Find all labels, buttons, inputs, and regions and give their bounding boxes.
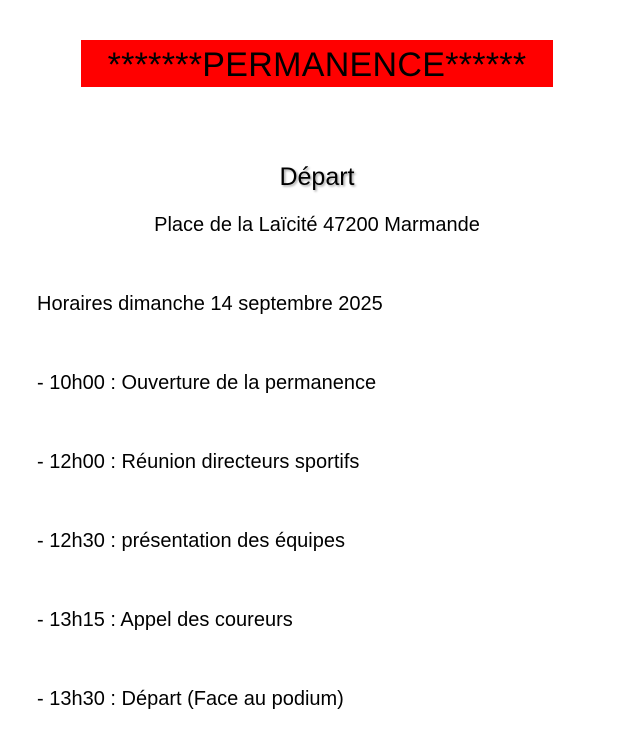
departure-address: Place de la Laïcité 47200 Marmande — [154, 214, 480, 236]
schedule-item-presentation: - 12h30 : présentation des équipes — [37, 530, 345, 552]
departure-title: Départ — [279, 163, 355, 191]
schedule-item-ouverture: - 10h00 : Ouverture de la permanence — [37, 372, 377, 394]
permanence-banner — [81, 40, 553, 87]
schedule-heading: Horaires dimanche 14 septembre 2025 — [37, 293, 383, 315]
banner-title: *******PERMANENCE****** — [107, 45, 527, 84]
schedule-item-depart: - 13h30 : Départ (Face au podium) — [37, 688, 344, 710]
schedule-item-reunion: - 12h00 : Réunion directeurs sportifs — [37, 451, 360, 473]
schedule-item-appel: - 13h15 : Appel des coureurs — [37, 609, 293, 631]
